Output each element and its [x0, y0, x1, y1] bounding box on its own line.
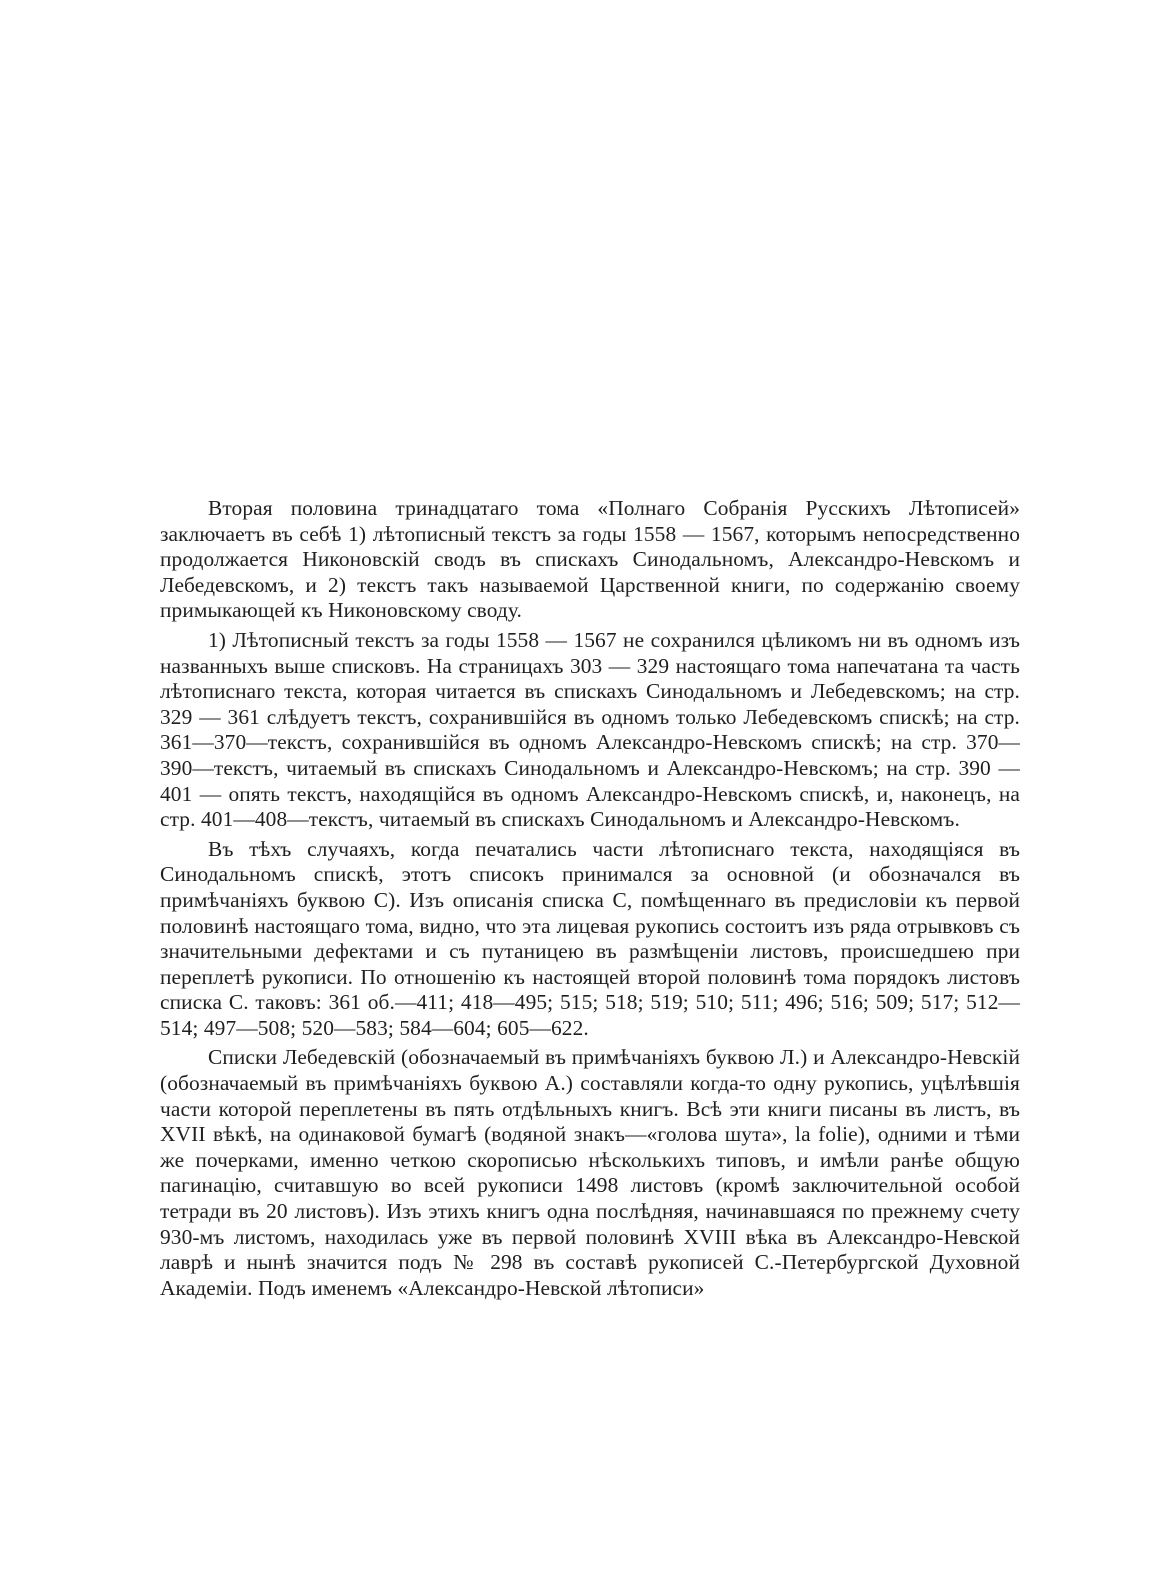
paragraph-2: 1) Лѣтописный текстъ за годы 1558 — 1567 не сохранился цѣликомъ ни въ одномъ изъ названныхъ выше списковъ. На страницахъ 303 — 329 настоящаго тома напечатана та часть лѣтописнаго текста, которая читается въ спискахъ Синодальномъ и Лебедевскомъ; на стр. 329 — 361 слѣдуетъ текстъ, сохранившійся въ одномъ только Лебедевскомъ спискѣ; на стр. 361—370—текстъ, сохранившійся въ одномъ Александро-Невскомъ спискѣ; на стр. 370—390—текстъ, читаемый въ спискахъ Синодальномъ и Александро-Невскомъ; на стр. 390 — 401 — опять текстъ, находящійся въ одномъ Александро-Невскомъ спискѣ, и, наконецъ, на стр. 401—408—текстъ, читаемый въ спискахъ Синодальномъ и Александро-Невскомъ.: [160, 627, 1020, 832]
paragraph-4: Списки Лебедевскій (обозначаемый въ примѣчаніяхъ буквою Л.) и Александро-Невскій (обозначаемый въ примѣчаніяхъ буквою А.) составляли когда-то одну рукопись, уцѣлѣвшія части которой переплетены въ пять отдѣльныхъ книгъ. Всѣ эти книги писаны въ листъ, въ XVII вѣкѣ, на одинаковой бумагѣ (водяной знакъ—«голова шута», la folie), одними и тѣми же почерками, именно четкою скорописью нѣсколькихъ типовъ, и имѣли ранѣе общую пагинацію, считавшую во всей рукописи 1498 листовъ (кромѣ заключительной особой тетради въ 20 листовъ). Изъ этихъ книгъ одна послѣдняя, начинавшаяся по прежнему счету 930-мъ листомъ, находилась уже въ первой половинѣ XVIII вѣка въ Александро-Невской лаврѣ и нынѣ значится подъ № 298 въ составѣ рукописей С.-Петербургской Духовной Академіи. Подъ именемъ «Александро-Невской лѣтописи»: [160, 1045, 1020, 1300]
paragraph-1: Вторая половина тринадцатаго тома «Полнаго Собранія Русскихъ Лѣтописей» заключаетъ въ себѣ 1) лѣтописный текстъ за годы 1558 — 1567, которымъ непосредственно продолжается Никоновскій сводъ въ спискахъ Синодальномъ, Александро-Невскомъ и Лебедевскомъ, и 2) текстъ такъ называемой Царственной книги, по содержанію своему примыкающей къ Никоновскому своду.: [160, 496, 1020, 623]
paragraph-3: Въ тѣхъ случаяхъ, когда печатались части лѣтописнаго текста, находящіяся въ Синодальномъ спискѣ, этотъ списокъ принимался за основной (и обозначался въ примѣчаніяхъ буквою С). Изъ описанія списка С, помѣщеннаго въ предисловіи къ первой половинѣ настоящаго тома, видно, что эта лицевая рукопись состоитъ изъ ряда отрывковъ съ значительными дефектами и съ путаницею въ размѣщеніи листовъ, происшедшею при переплетѣ рукописи. По отношенію къ настоящей второй половинѣ тома порядокъ листовъ списка С. таковъ: 361 об.—411; 418—495; 515; 518; 519; 510; 511; 496; 516; 509; 517; 512—514; 497—508; 520—583; 584—604; 605—622.: [160, 836, 1020, 1040]
document-body: [160, 496, 1020, 1301]
